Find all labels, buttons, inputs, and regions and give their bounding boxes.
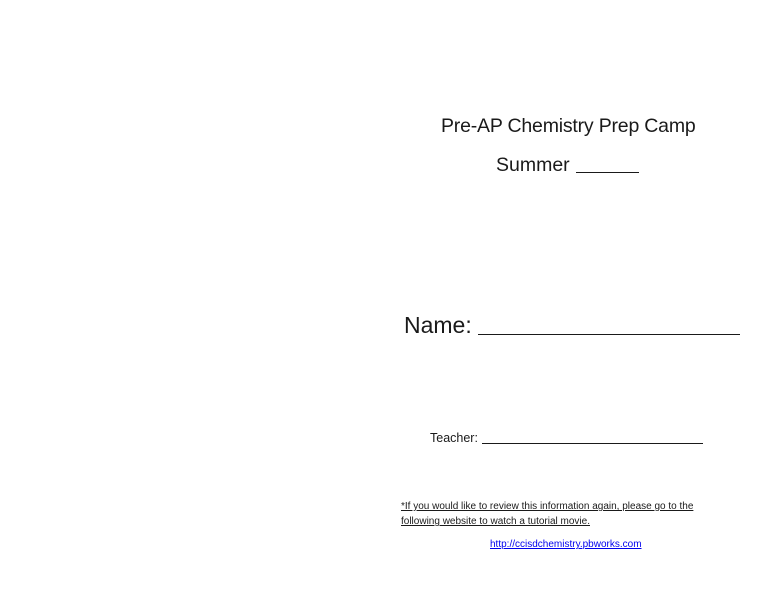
summer-blank-line: [576, 171, 639, 173]
summer-line: [496, 154, 639, 177]
website-link[interactable]: http://ccisdchemistry.pbworks.com: [490, 539, 642, 550]
document-title: Pre-AP Chemistry Prep Camp: [441, 115, 696, 137]
teacher-label: Teacher:: [430, 431, 478, 445]
review-note: *If you would like to review this information again, please go to the following website to watch a tutorial movie.: [401, 501, 694, 527]
name-line: [404, 312, 740, 339]
teacher-line: [430, 431, 703, 445]
name-blank-line: [478, 333, 740, 335]
summer-label: Summer: [496, 154, 570, 176]
teacher-blank-line: [482, 442, 703, 444]
name-label: Name:: [404, 312, 472, 338]
